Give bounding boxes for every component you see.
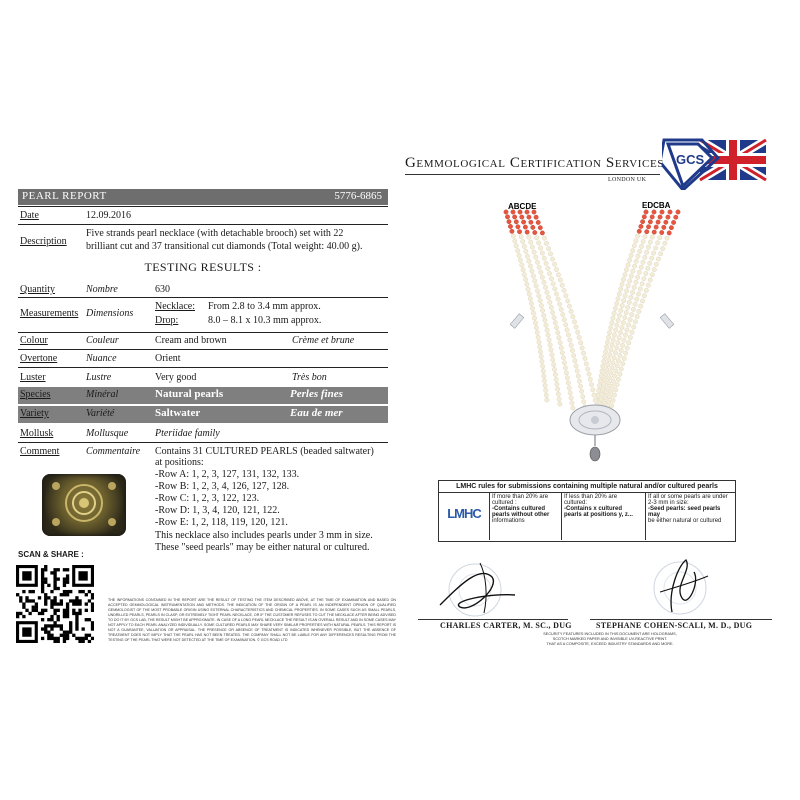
disclaimer-text: THE INFORMATIONS CONTAINED IN THE REPORT ARE THE RESULT OF TESTING THE ITEM DESCRIBED ABOVE, AT THE TIME OF EXAMINATION AND BASED ON ACCEPTED GEMMOLOGICAL INSTRUMENTATION AND METHODS. THE INDICATION OF THE ORIGIN OF A PEARL IS AN INDEPENDENT OPINION OF QUALIFIED GEMMOLOGIST OF THE MOST PROBABLE ORIGIN USING EXTERNAL CHARACTERISTICS AND CHEMICAL PROPERTIES. IN SOME CASES SUCH AS SMALL PEARLS, UNDRILLED PEARLS, PEARLS IN CLASP, OR EXTREMELY TIGHT PEARL NECKLACE, OR IF THE CUSTOMER REFUSES TO CUT THE NECKLACE AFTER BEING ADVISED TO DO IT BY GCS LAB, THE RESULT MIGHT BE APPROXIMATE. IN CASE OF A LONG PEARL NECKLACE THE RESULT IS AN OVERALL RESULT AND IN SOME CASES MAY NOT APPLY TO EACH PEARL ANALYZED INDIVIDUALLY. SOME CULTURED PEARLS MAY SHARE VERY SIMILAR PROPERTIES WITH NATURAL PEARLS. THIS REPORT IS NOT A GUARANTEE, VALUATION OR APPRAISAL. THE PRESENCE OR ABSENCE OF TREATMENT IS INDICATED WHENEVER POSSIBLE, BUT THE ABSENCE OF TREATMENT DOES NOT IMPLY THAT THE PEARL HAS NOT BEEN TREATED. THE COMPANY SHALL NOT BE LIABLE FOR ANY DIFFERENCES RESULTING FROM THE TESTING OF THE PEARL THAT WERE NOT DETECTED AT THE TIME OF EXAMINATION. © GCS ROAD LTD (108, 598, 396, 642)
hologram-seal (42, 474, 126, 536)
quantity-fr: Nombre (86, 284, 118, 295)
drop-label: Drop: (155, 315, 179, 326)
lmhc-logo-cell (439, 493, 489, 540)
lmhc-col1-line: cultured : (492, 500, 517, 506)
date-value: 12.09.2016 (86, 210, 131, 221)
quantity-label: Quantity (20, 284, 55, 295)
necklace-illustration (470, 190, 720, 465)
signature-line-left (418, 619, 568, 620)
lmhc-col-3 (645, 493, 735, 540)
lmhc-col1-line: pearls without other (492, 512, 550, 518)
lmhc-col2-line: If less than 20% are (564, 494, 618, 500)
testing-results-heading: TESTING RESULTS : (144, 260, 262, 274)
species-value: Natural pearls (155, 388, 224, 400)
security-note (510, 632, 710, 647)
security-line-3: THAT AS A COMPOSITE, EXCEED INDUSTRY STANDARDS AND MORE. (546, 642, 674, 646)
overtone-value: Orient (155, 353, 181, 364)
description-line-2: brilliant cut and 37 transitional cut diamonds (Total weight: 40.00 g). (86, 241, 363, 252)
scan-share-label: SCAN & SHARE : (18, 550, 84, 559)
gcs-logo (662, 136, 768, 190)
mollusk-value: Pteriidae family (155, 428, 220, 439)
hologram-pattern (42, 474, 126, 536)
species-row (18, 387, 388, 404)
colour-fr-value: Crème et brune (292, 335, 355, 346)
mollusk-label: Mollusk (20, 428, 54, 439)
measurements-fr: Dimensions (86, 308, 134, 319)
lmhc-col2-line: cultured: (564, 500, 588, 506)
necklace-photo (470, 190, 720, 465)
signature-line-right (590, 619, 772, 620)
company-location: LONDON UK (608, 177, 647, 183)
comment-row-a: -Row A: 1, 2, 3, 127, 131, 132, 133. (155, 469, 300, 480)
luster-fr: Lustre (86, 372, 112, 383)
overtone-fr: Nuance (86, 353, 117, 364)
comment-row-c: -Row C: 1, 2, 3, 122, 123. (155, 493, 260, 504)
report-number: 5776-6865 (334, 190, 382, 202)
lmhc-logo: LMHC (447, 506, 481, 521)
necklace-label-left: ABCDE (508, 202, 537, 211)
comment-line-4: These "seed pearls" may be either natural or cultured. (155, 542, 370, 553)
overtone-label: Overtone (20, 353, 58, 364)
species-fr-value: Perles fines (290, 388, 343, 400)
lmhc-col2-line: pearls at positions y, z... (564, 512, 633, 518)
lmhc-col3-line: 2-3 mm in size: (648, 500, 689, 506)
lmhc-col1-line: If more than 20% are (492, 494, 549, 500)
comment-row-b: -Row B: 1, 2, 3, 4, 126, 127, 128. (155, 481, 290, 492)
comment-fr: Commentaire (86, 446, 141, 457)
signer-right-name: STEPHANE COHEN-SCALI, M. D., DUG (596, 621, 753, 630)
comment-row-d: -Row D: 1, 3, 4, 120, 121, 122. (155, 505, 280, 516)
variety-value: Saltwater (155, 407, 201, 419)
description-line-1: Five strands pearl necklace (with detachable brooch) set with 22 (86, 228, 344, 239)
description-row (18, 228, 388, 258)
signature-left (420, 555, 530, 625)
lmhc-col3-line: -Seed pearls: seed pearls may (648, 506, 721, 518)
signature-right (630, 552, 730, 622)
lmhc-col3-line: be either natural or cultured (648, 518, 722, 524)
lmhc-title: LMHC rules for submissions containing multiple natural and/or cultured pearls (439, 481, 735, 493)
species-fr: Minéral (86, 389, 119, 400)
lmhc-col3-line: If all or some pearls are under (648, 494, 728, 500)
lmhc-rules-box (438, 480, 736, 542)
species-label: Species (20, 389, 51, 400)
brooch (570, 405, 620, 461)
lmhc-col2-line: -Contains x cultured (564, 506, 623, 512)
security-line-2: SCOTCH MARKED PAPER AND INVISIBLE UV-REACTIVE PRINT. (552, 637, 668, 641)
qr-code[interactable] (16, 565, 94, 643)
variety-row (18, 406, 388, 423)
colour-label: Colour (20, 335, 48, 346)
comment-line-2: at positions: (155, 457, 204, 468)
lmhc-col1-line: -Contains cultured (492, 506, 546, 512)
description-label: Description (20, 236, 67, 247)
measurements-label: Measurements (20, 308, 79, 319)
luster-label: Luster (20, 372, 46, 383)
lmhc-col1-line: informations (492, 518, 525, 524)
luster-fr-value: Très bon (292, 372, 327, 383)
company-name: Gemmological Certification Services (405, 155, 665, 171)
variety-label: Variety (20, 408, 49, 419)
comment-line-1: Contains 31 CULTURED PEARLS (beaded saltwater) (155, 446, 374, 457)
variety-fr: Variété (86, 408, 115, 419)
variety-fr-value: Eau de mer (290, 407, 343, 419)
lmhc-col-2 (561, 493, 645, 540)
date-label: Date (20, 210, 39, 221)
quantity-value: 630 (155, 284, 170, 295)
comment-line-3: This necklace also includes pearls under 3 mm in size. (155, 530, 373, 541)
necklace-value: From 2.8 to 3.4 mm approx. (208, 301, 321, 312)
necklace-label-right: EDCBA (642, 201, 671, 210)
signer-left-name: CHARLES CARTER, M. SC., DUG (440, 621, 572, 630)
report-title: PEARL REPORT (22, 190, 107, 202)
svg-text:GCS: GCS (676, 152, 705, 167)
report-header-bar (18, 189, 388, 205)
luster-value: Very good (155, 372, 197, 383)
header-rule (405, 174, 660, 175)
signature-right-graphic (630, 552, 730, 622)
security-line-1: SECURITY FEATURES INCLUDED IN THIS DOCUMENT ARE HOLOGRAMS, (543, 632, 677, 636)
comment-row-e: -Row E: 1, 2, 118, 119, 120, 121. (155, 517, 288, 528)
drop-value: 8.0 – 8.1 x 10.3 mm approx. (208, 315, 322, 326)
mollusk-fr: Mollusque (86, 428, 129, 439)
lmhc-col-1 (489, 493, 561, 540)
union-jack-logo-icon (662, 136, 768, 190)
colour-fr: Couleur (86, 335, 119, 346)
measurements-row (18, 301, 388, 331)
colour-value: Cream and brown (155, 335, 227, 346)
signature-left-graphic (420, 555, 530, 625)
comment-label: Comment (20, 446, 60, 457)
necklace-label: Necklace: (155, 301, 195, 312)
qr-code-graphic (16, 565, 94, 643)
